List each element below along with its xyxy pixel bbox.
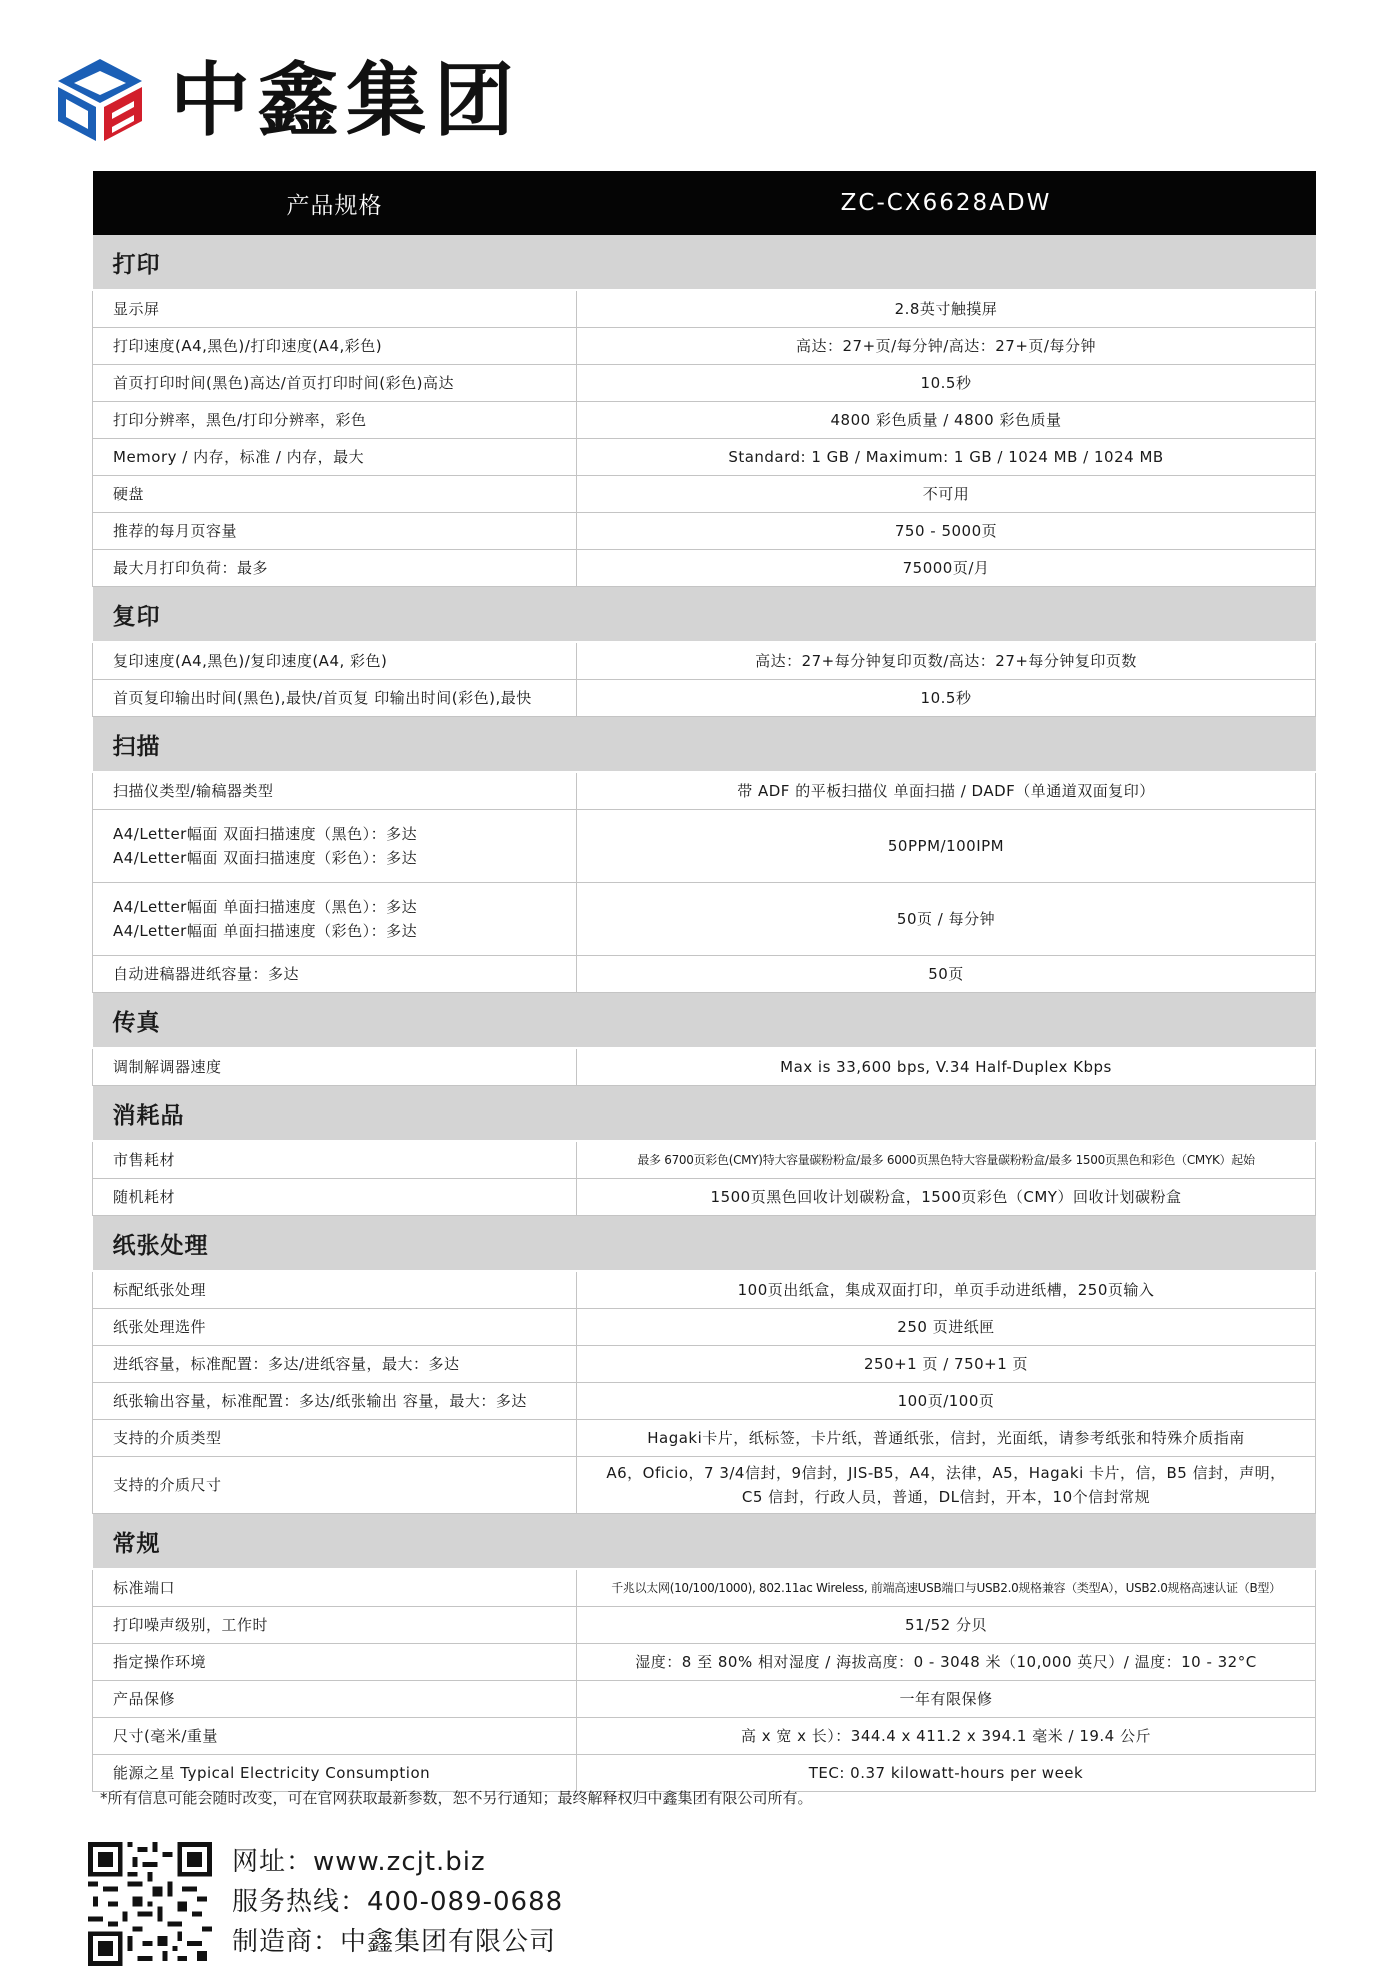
table-row bbox=[93, 1309, 1316, 1346]
row-label: 调制解调器速度 bbox=[93, 1048, 577, 1086]
table-row bbox=[93, 1755, 1316, 1792]
row-value: 50页 / 每分钟 bbox=[577, 883, 1316, 956]
row-label: 能源之星 Typical Electricity Consumption bbox=[93, 1755, 577, 1792]
row-label: 自动进稿器进纸容量：多达 bbox=[93, 956, 577, 993]
table-row bbox=[93, 439, 1316, 476]
row-value: 10.5秒 bbox=[577, 680, 1316, 717]
row-value: 高达：27+每分钟复印页数/高达：27+每分钟复印页数 bbox=[577, 642, 1316, 680]
row-label: 纸张处理选件 bbox=[93, 1309, 577, 1346]
table-row bbox=[93, 550, 1316, 587]
section-title: 扫描 bbox=[93, 717, 1316, 773]
section-scan bbox=[93, 717, 1316, 773]
contact-info bbox=[232, 1842, 563, 1962]
row-label-line: A4/Letter幅面 单面扫描速度（黑色）：多达 bbox=[113, 898, 418, 916]
brand-name: 中鑫集团 bbox=[170, 53, 522, 147]
table-row bbox=[93, 1048, 1316, 1086]
row-label: 打印分辨率，黑色/打印分辨率，彩色 bbox=[93, 402, 577, 439]
row-value: 1500页黑色回收计划碳粉盒，1500页彩色（CMY）回收计划碳粉盒 bbox=[577, 1179, 1316, 1216]
row-label: 指定操作环境 bbox=[93, 1644, 577, 1681]
row-value: Max is 33,600 bps, V.34 Half-Duplex Kbps bbox=[577, 1048, 1316, 1086]
section-general bbox=[93, 1514, 1316, 1570]
row-value: Hagaki卡片，纸标签，卡片纸，普通纸张，信封，光面纸，请参考纸张和特殊介质指南 bbox=[577, 1420, 1316, 1457]
row-value: 250 页进纸匣 bbox=[577, 1309, 1316, 1346]
disclaimer-footnote: *所有信息可能会随时改变，可在官网获取最新参数，恕不另行通知；最终解释权归中鑫集团有限公司所有。 bbox=[100, 1789, 813, 1807]
table-row bbox=[93, 1457, 1316, 1514]
row-label: 支持的介质尺寸 bbox=[93, 1457, 577, 1514]
table-row bbox=[93, 328, 1316, 365]
header-model: ZC-CX6628ADW bbox=[577, 171, 1316, 235]
row-value: 最多 6700页彩色(CMY)特大容量碳粉粉盒/最多 6000页黑色特大容量碳粉粉盒/最多 1500页黑色和彩色（CMYK）起始 bbox=[577, 1141, 1316, 1179]
row-label: Memory / 内存，标准 / 内存，最大 bbox=[93, 439, 577, 476]
row-label: 纸张输出容量，标准配置：多达/纸张输出 容量，最大：多达 bbox=[93, 1383, 577, 1420]
row-label: 显示屏 bbox=[93, 290, 577, 328]
row-label-line: A4/Letter幅面 双面扫描速度（黑色）：多达 bbox=[113, 825, 418, 843]
section-paper bbox=[93, 1216, 1316, 1272]
row-label: 硬盘 bbox=[93, 476, 577, 513]
row-value: 75000页/月 bbox=[577, 550, 1316, 587]
section-title: 传真 bbox=[93, 993, 1316, 1049]
row-label: 打印速度(A4,黑色)/打印速度(A4,彩色) bbox=[93, 328, 577, 365]
header-left: 产品规格 bbox=[93, 171, 577, 235]
row-value: 50页 bbox=[577, 956, 1316, 993]
section-copy bbox=[93, 587, 1316, 643]
row-label: 首页复印输出时间(黑色),最快/首页复 印输出时间(彩色),最快 bbox=[93, 680, 577, 717]
row-value-line: A6，Oficio，7 3/4信封，9信封，JIS-B5，A4，法律，A5，Hagaki 卡片，信，B5 信封，声明， bbox=[606, 1464, 1286, 1482]
row-value: 湿度：8 至 80% 相对湿度 / 海拔高度：0 - 3048 米（10,000 英尺）/ 温度：10 - 32°C bbox=[577, 1644, 1316, 1681]
table-row bbox=[93, 810, 1316, 883]
table-row bbox=[93, 1420, 1316, 1457]
row-value: 4800 彩色质量 / 4800 彩色质量 bbox=[577, 402, 1316, 439]
row-label-line: A4/Letter幅面 双面扫描速度（彩色）：多达 bbox=[113, 849, 418, 867]
row-label: 复印速度(A4,黑色)/复印速度(A4, 彩色) bbox=[93, 642, 577, 680]
row-label: 首页打印时间(黑色)高达/首页打印时间(彩色)高达 bbox=[93, 365, 577, 402]
row-value: TEC: 0.37 kilowatt-hours per week bbox=[577, 1755, 1316, 1792]
table-row bbox=[93, 1718, 1316, 1755]
section-fax bbox=[93, 993, 1316, 1049]
hotline-text: 服务热线：400-089-0688 bbox=[232, 1887, 564, 1917]
row-label bbox=[93, 883, 577, 956]
table-row bbox=[93, 1607, 1316, 1644]
maker-text: 制造商：中鑫集团有限公司 bbox=[232, 1927, 557, 1957]
row-label: 尺寸(毫米/重量 bbox=[93, 1718, 577, 1755]
row-value: 千兆以太网(10/100/1000), 802.11ac Wireless, 前端高速USB端口与USB2.0规格兼容（类型A），USB2.0规格高速认证（B型） bbox=[577, 1569, 1316, 1607]
row-label: 标配纸张处理 bbox=[93, 1271, 577, 1309]
table-row bbox=[93, 642, 1316, 680]
row-value: 100页出纸盒，集成双面打印，单页手动进纸槽，250页输入 bbox=[577, 1271, 1316, 1309]
section-title: 打印 bbox=[93, 235, 1316, 290]
row-value: 100页/100页 bbox=[577, 1383, 1316, 1420]
table-row bbox=[93, 365, 1316, 402]
row-value: 750 - 5000页 bbox=[577, 513, 1316, 550]
table-row bbox=[93, 956, 1316, 993]
row-value: Standard: 1 GB / Maximum: 1 GB / 1024 MB / 1024 MB bbox=[577, 439, 1316, 476]
section-title: 消耗品 bbox=[93, 1086, 1316, 1142]
section-title: 纸张处理 bbox=[93, 1216, 1316, 1272]
table-row bbox=[93, 402, 1316, 439]
website-text: 网址：www.zcjt.biz bbox=[232, 1847, 486, 1877]
table-row bbox=[93, 1569, 1316, 1607]
row-value: 250+1 页 / 750+1 页 bbox=[577, 1346, 1316, 1383]
row-value bbox=[577, 1457, 1316, 1514]
table-row bbox=[93, 476, 1316, 513]
row-label: 进纸容量，标准配置：多达/进纸容量，最大：多达 bbox=[93, 1346, 577, 1383]
table-row bbox=[93, 1383, 1316, 1420]
row-label: 最大月打印负荷：最多 bbox=[93, 550, 577, 587]
row-label: 打印噪声级别，工作时 bbox=[93, 1607, 577, 1644]
table-header-row bbox=[93, 171, 1316, 235]
row-value: 不可用 bbox=[577, 476, 1316, 513]
row-value-line: C5 信封，行政人员，普通，DL信封，开本，10个信封常规 bbox=[741, 1488, 1151, 1506]
table-row bbox=[93, 883, 1316, 956]
row-label: 扫描仪类型/输稿器类型 bbox=[93, 772, 577, 810]
table-row bbox=[93, 513, 1316, 550]
table-row bbox=[93, 680, 1316, 717]
row-label: 随机耗材 bbox=[93, 1179, 577, 1216]
row-label: 推荐的每月页容量 bbox=[93, 513, 577, 550]
table-row bbox=[93, 1681, 1316, 1718]
table-row bbox=[93, 290, 1316, 328]
table-row bbox=[93, 772, 1316, 810]
table-row bbox=[93, 1644, 1316, 1681]
row-label-line: A4/Letter幅面 单面扫描速度（彩色）：多达 bbox=[113, 922, 418, 940]
row-value: 高 x 宽 x 长）：344.4 x 411.2 x 394.1 毫米 / 19.4 公斤 bbox=[577, 1718, 1316, 1755]
row-value: 10.5秒 bbox=[577, 365, 1316, 402]
row-label: 市售耗材 bbox=[93, 1141, 577, 1179]
row-label: 支持的介质类型 bbox=[93, 1420, 577, 1457]
row-value: 2.8英寸触摸屏 bbox=[577, 290, 1316, 328]
table-row bbox=[93, 1179, 1316, 1216]
table-row bbox=[93, 1141, 1316, 1179]
table-row bbox=[93, 1271, 1316, 1309]
row-value: 带 ADF 的平板扫描仪 单面扫描 / DADF（单通道双面复印） bbox=[577, 772, 1316, 810]
table-row bbox=[93, 1346, 1316, 1383]
section-title: 常规 bbox=[93, 1514, 1316, 1570]
zc-cube-logo-icon bbox=[52, 57, 148, 143]
row-value: 50PPM/100IPM bbox=[577, 810, 1316, 883]
section-print bbox=[93, 235, 1316, 290]
qr-code-icon bbox=[88, 1842, 212, 1966]
page-header bbox=[52, 50, 522, 150]
section-supplies bbox=[93, 1086, 1316, 1142]
section-title: 复印 bbox=[93, 587, 1316, 643]
spec-table bbox=[92, 171, 1316, 1792]
row-label bbox=[93, 810, 577, 883]
row-label: 产品保修 bbox=[93, 1681, 577, 1718]
row-value: 一年有限保修 bbox=[577, 1681, 1316, 1718]
spec-table-container bbox=[92, 171, 1315, 1792]
row-value: 51/52 分贝 bbox=[577, 1607, 1316, 1644]
row-label: 标准端口 bbox=[93, 1569, 577, 1607]
row-value: 高达：27+页/每分钟/高达：27+页/每分钟 bbox=[577, 328, 1316, 365]
